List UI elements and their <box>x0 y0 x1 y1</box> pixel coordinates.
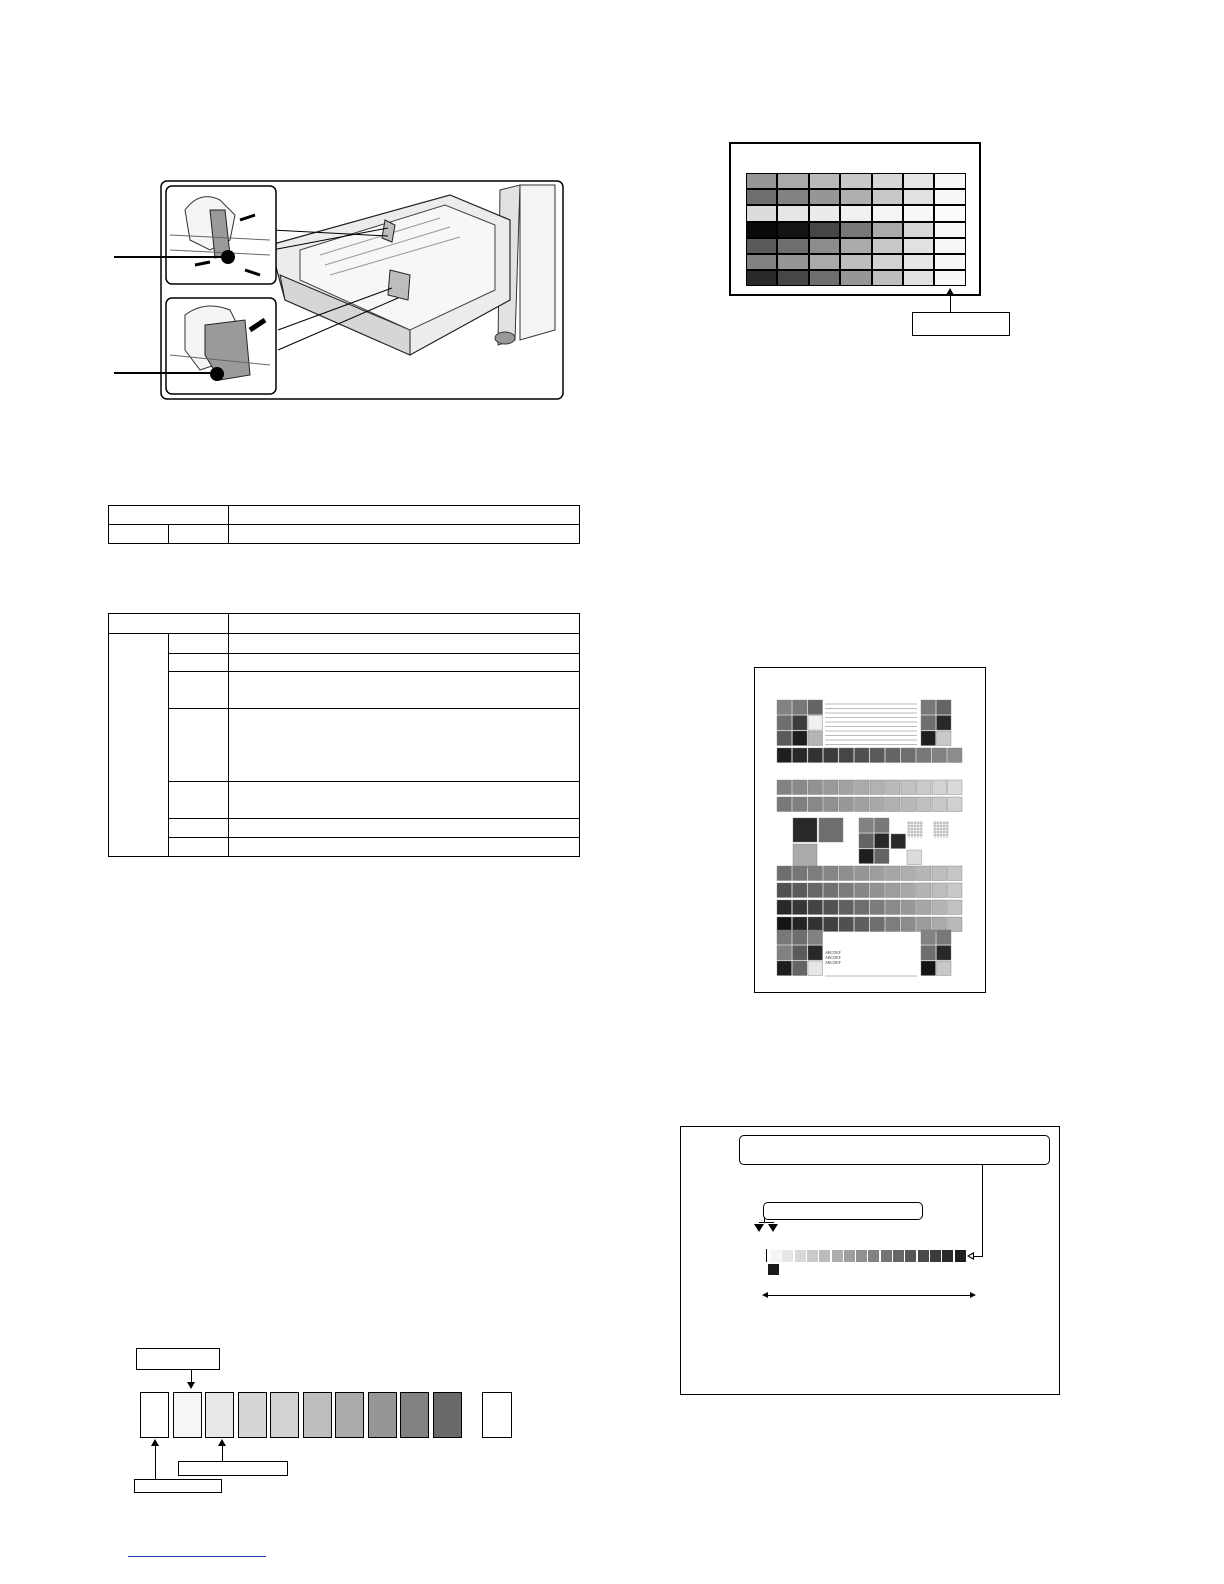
chart-patch <box>777 930 792 945</box>
arrow-line <box>222 1446 223 1462</box>
density-cell <box>903 189 934 205</box>
adjust-step <box>930 1250 941 1262</box>
adjust-step <box>918 1250 929 1262</box>
chart-patch <box>937 930 952 945</box>
density-cell <box>809 254 840 270</box>
table-cell <box>229 782 580 819</box>
chart-patch <box>808 700 823 715</box>
chart-patch <box>932 748 947 763</box>
density-cell <box>840 254 871 270</box>
gray-step <box>433 1392 462 1438</box>
chart-patch <box>886 780 901 795</box>
adjust-step <box>905 1250 916 1262</box>
chart-patch <box>891 834 906 849</box>
chart-patch <box>793 917 808 932</box>
gray-step <box>140 1392 169 1438</box>
chart-patch <box>875 849 890 864</box>
density-cell <box>840 189 871 205</box>
tray-illustration <box>160 180 564 400</box>
chart-patch <box>839 748 854 763</box>
chart-pattern <box>819 818 843 842</box>
chart-patch <box>917 748 932 763</box>
density-callout <box>912 312 1010 336</box>
chart-patch <box>793 961 808 976</box>
chart-patch <box>839 917 854 932</box>
density-cell <box>840 270 871 286</box>
density-cell <box>809 173 840 189</box>
footer-link-underline[interactable] <box>128 1556 266 1557</box>
chart-patch <box>808 866 823 881</box>
chart-patch <box>808 716 823 731</box>
chart-patch <box>917 917 932 932</box>
chart-patch <box>808 731 823 746</box>
density-cell <box>777 270 808 286</box>
down-arrow-icon <box>754 1224 764 1232</box>
chart-patch <box>921 946 936 961</box>
gray-step-white <box>482 1392 512 1438</box>
adjust-step <box>868 1250 879 1262</box>
chart-patch <box>824 917 839 932</box>
chart-patch <box>948 797 963 812</box>
chart-patch <box>948 883 963 898</box>
density-cell <box>903 270 934 286</box>
arrow-head <box>151 1439 159 1446</box>
density-cell <box>872 254 903 270</box>
density-cell <box>840 222 871 238</box>
density-cell <box>746 173 777 189</box>
density-cell <box>777 205 808 221</box>
leader-line-top <box>114 256 226 258</box>
chart-patch <box>921 731 936 746</box>
gray-step-scale <box>140 1392 520 1438</box>
table-1 <box>108 505 580 544</box>
density-cell <box>903 238 934 254</box>
table-cell <box>169 838 229 857</box>
density-cell <box>903 205 934 221</box>
density-cell <box>872 173 903 189</box>
adjust-step <box>942 1250 953 1262</box>
chart-patch <box>859 834 874 849</box>
density-cell <box>872 238 903 254</box>
chart-patch <box>839 883 854 898</box>
chart-patch <box>824 900 839 915</box>
density-cell <box>746 270 777 286</box>
step-callout-bottom <box>134 1479 222 1493</box>
chart-pattern <box>793 818 817 842</box>
adjust-step <box>770 1250 781 1262</box>
chart-patch <box>777 946 792 961</box>
chart-patch <box>855 866 870 881</box>
density-cell <box>872 189 903 205</box>
density-cell <box>872 270 903 286</box>
chart-patch <box>777 731 792 746</box>
chart-patch <box>793 866 808 881</box>
chart-patch <box>777 748 792 763</box>
range-arrow-right-icon <box>970 1292 976 1298</box>
chart-patch <box>937 946 952 961</box>
chart-patch <box>886 797 901 812</box>
density-cell <box>934 173 965 189</box>
down-arrow-icon <box>768 1224 778 1232</box>
chart-patch <box>948 917 963 932</box>
density-cell <box>872 205 903 221</box>
adjust-step <box>881 1250 892 1262</box>
density-cell <box>840 205 871 221</box>
chart-patch <box>793 731 808 746</box>
chart-patch <box>937 731 952 746</box>
table-cell <box>229 506 580 525</box>
table-cell <box>109 525 169 544</box>
table-cell <box>229 672 580 709</box>
table-cell <box>169 782 229 819</box>
arrow-head <box>187 1382 195 1389</box>
chart-patch <box>793 748 808 763</box>
arrow-head <box>946 288 954 295</box>
chart-patch <box>932 917 947 932</box>
chart-patch <box>777 866 792 881</box>
chart-patch <box>886 917 901 932</box>
chart-patch <box>901 780 916 795</box>
black-indicator <box>768 1264 779 1275</box>
adjust-step <box>782 1250 793 1262</box>
table-cell <box>229 614 580 634</box>
chart-patch <box>921 930 936 945</box>
test-pattern-text: ABCDEF <box>825 960 841 965</box>
leader-line-bottom <box>114 372 214 374</box>
chart-patch <box>870 797 885 812</box>
table-cell <box>169 525 229 544</box>
chart-patch <box>777 900 792 915</box>
chart-patch <box>886 866 901 881</box>
density-cell <box>934 254 965 270</box>
density-cell <box>872 222 903 238</box>
arrow-line <box>950 292 951 314</box>
chart-patch <box>859 849 874 864</box>
density-cell <box>840 173 871 189</box>
chart-patch <box>808 797 823 812</box>
chart-patch <box>886 883 901 898</box>
density-cell <box>934 238 965 254</box>
tray-illustration-svg <box>160 180 564 400</box>
chart-patch <box>777 780 792 795</box>
chart-patch <box>917 780 932 795</box>
chart-patch <box>886 748 901 763</box>
chart-patch <box>948 780 963 795</box>
chart-patch <box>921 716 936 731</box>
chart-patch <box>901 748 916 763</box>
chart-patch <box>901 866 916 881</box>
chart-patch <box>808 917 823 932</box>
chart-patch <box>932 780 947 795</box>
density-cell <box>746 238 777 254</box>
down-arrow-bar <box>759 1222 774 1223</box>
density-cell <box>840 238 871 254</box>
chart-patch <box>793 946 808 961</box>
chart-patch <box>855 883 870 898</box>
table-cell <box>229 654 580 672</box>
chart-pattern <box>793 844 817 868</box>
chart-patch <box>901 883 916 898</box>
chart-patch <box>870 900 885 915</box>
test-chart-svg <box>755 668 985 992</box>
arrow-head <box>218 1439 226 1446</box>
chart-patch <box>901 900 916 915</box>
chart-patch <box>824 883 839 898</box>
chart-patch <box>917 900 932 915</box>
adjust-step <box>795 1250 806 1262</box>
cursor-bar <box>766 1249 767 1262</box>
chart-patch <box>808 946 823 961</box>
adjust-step <box>819 1250 830 1262</box>
table-cell <box>169 709 229 782</box>
table-cell <box>229 819 580 838</box>
chart-patch <box>777 797 792 812</box>
adjust-step <box>955 1250 966 1262</box>
table-cell <box>109 614 229 634</box>
pointer-arrow-icon-inner <box>969 1254 973 1258</box>
chart-patch <box>839 900 854 915</box>
gray-step <box>400 1392 429 1438</box>
step-callout-middle <box>178 1461 288 1476</box>
chart-patch <box>839 797 854 812</box>
density-cell <box>934 189 965 205</box>
table-cell <box>169 672 229 709</box>
chart-patch <box>886 900 901 915</box>
test-pattern-text-rows <box>825 950 841 965</box>
chart-patch <box>855 917 870 932</box>
density-grid <box>746 173 966 287</box>
chart-patch <box>808 930 823 945</box>
chart-patch <box>870 866 885 881</box>
gray-step <box>303 1392 332 1438</box>
density-cell <box>777 222 808 238</box>
chart-patch <box>777 917 792 932</box>
density-cell <box>809 238 840 254</box>
chart-patch <box>808 883 823 898</box>
density-cell <box>934 205 965 221</box>
chart-patch <box>808 961 823 976</box>
chart-patch <box>875 818 890 833</box>
density-cell <box>809 222 840 238</box>
table-cell <box>169 634 229 654</box>
chart-patch <box>917 883 932 898</box>
range-arrow-left-icon <box>762 1292 768 1298</box>
density-cell <box>777 238 808 254</box>
table-cell <box>169 819 229 838</box>
density-cell <box>777 189 808 205</box>
chart-patch <box>921 961 936 976</box>
chart-patch <box>855 797 870 812</box>
chart-patch <box>793 900 808 915</box>
chart-patch <box>901 797 916 812</box>
range-arrow <box>765 1295 973 1296</box>
chart-patch <box>937 716 952 731</box>
table-2 <box>108 613 580 857</box>
chart-patch <box>948 900 963 915</box>
gray-step <box>238 1392 267 1438</box>
chart-patch <box>907 850 922 865</box>
test-chart-page <box>754 667 986 993</box>
chart-patch <box>777 883 792 898</box>
gray-step <box>335 1392 364 1438</box>
chart-patch <box>839 780 854 795</box>
density-cell <box>903 173 934 189</box>
chart-patch <box>777 961 792 976</box>
chart-patch <box>777 716 792 731</box>
chart-patch <box>855 780 870 795</box>
chart-patch <box>839 866 854 881</box>
adjust-step <box>832 1250 843 1262</box>
connector-line <box>982 1164 983 1256</box>
density-cell <box>746 222 777 238</box>
chart-patch <box>824 866 839 881</box>
density-cell <box>777 173 808 189</box>
chart-patch <box>808 900 823 915</box>
chart-patch <box>777 700 792 715</box>
table-cell <box>229 525 580 544</box>
table-cell <box>229 709 580 782</box>
gray-adjust-strip <box>770 1250 966 1262</box>
chart-patch <box>948 866 963 881</box>
density-cell <box>777 254 808 270</box>
chart-patch <box>932 883 947 898</box>
gray-step <box>368 1392 397 1438</box>
adjustment-title-bar <box>739 1135 1050 1165</box>
density-cell <box>746 254 777 270</box>
density-cell <box>809 205 840 221</box>
density-cell <box>809 270 840 286</box>
chart-patch <box>917 866 932 881</box>
adjust-step <box>856 1250 867 1262</box>
density-cell <box>903 254 934 270</box>
chart-patch <box>793 716 808 731</box>
test-pattern-text: ABCDEF <box>825 950 841 955</box>
chart-patch <box>948 748 963 763</box>
gray-step <box>270 1392 299 1438</box>
table-cell <box>229 634 580 654</box>
gray-step <box>205 1392 234 1438</box>
adjustment-subtitle-bar <box>763 1202 923 1220</box>
density-cell <box>903 222 934 238</box>
chart-patch <box>808 780 823 795</box>
table-cell <box>109 506 229 525</box>
table-cell <box>229 838 580 857</box>
density-cell <box>934 270 965 286</box>
chart-patch <box>870 883 885 898</box>
chart-patch <box>921 700 936 715</box>
chart-patch <box>870 917 885 932</box>
chart-patch <box>824 780 839 795</box>
adjust-step <box>844 1250 855 1262</box>
chart-patch <box>793 700 808 715</box>
chart-patch <box>901 917 916 932</box>
test-pattern-text: ABCDEF <box>825 955 841 960</box>
chart-patch <box>932 900 947 915</box>
chart-patch <box>870 780 885 795</box>
chart-patch <box>932 866 947 881</box>
chart-patch <box>932 797 947 812</box>
chart-patch <box>808 748 823 763</box>
chart-patch <box>824 748 839 763</box>
chart-patch <box>875 834 890 849</box>
density-cell <box>746 205 777 221</box>
chart-patch <box>870 748 885 763</box>
chart-patch <box>855 748 870 763</box>
density-cell <box>746 189 777 205</box>
table-cell <box>169 654 229 672</box>
table-cell <box>109 634 169 857</box>
adjust-step <box>893 1250 904 1262</box>
chart-patch <box>793 797 808 812</box>
chart-patch <box>855 900 870 915</box>
gray-step <box>173 1392 202 1438</box>
adjust-step <box>807 1250 818 1262</box>
density-cell <box>809 189 840 205</box>
step-callout-top <box>136 1348 220 1370</box>
chart-patch <box>793 930 808 945</box>
chart-patch <box>793 883 808 898</box>
chart-patch <box>824 797 839 812</box>
arrow-line <box>155 1446 156 1480</box>
connector-line <box>974 1256 983 1257</box>
chart-patch <box>937 961 952 976</box>
chart-patch <box>937 700 952 715</box>
chart-patch <box>917 797 932 812</box>
chart-patch <box>793 780 808 795</box>
chart-patch <box>859 818 874 833</box>
density-cell <box>934 222 965 238</box>
